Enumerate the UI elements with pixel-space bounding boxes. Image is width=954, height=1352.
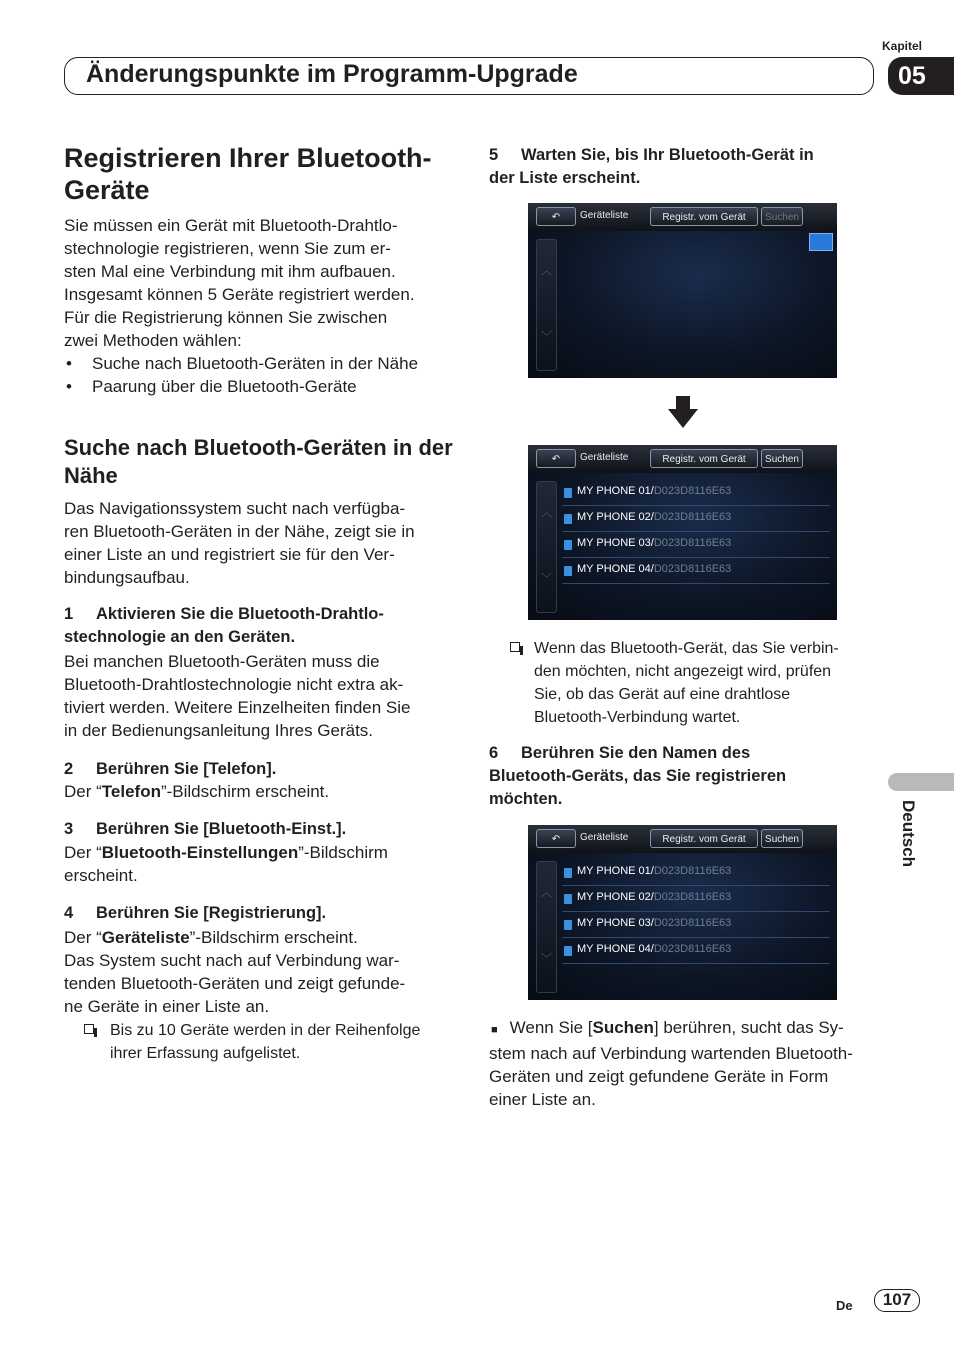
device-row[interactable]: MY PHONE 03/D023D8116E63 xyxy=(562,532,830,558)
subsection-intro: Das Navigationssystem sucht nach verfügba- ren Bluetooth-Geräten in der Nähe, zeigt sie in einer Liste an und registriert sie für den Ver- bindungsaufbau. xyxy=(64,499,415,587)
scrollbar[interactable]: ︿ ﹀ xyxy=(536,861,557,993)
screenshot-select-device xyxy=(528,825,837,1000)
search-button[interactable]: Suchen xyxy=(761,207,803,226)
note-icon xyxy=(84,1024,94,1034)
scrollbar[interactable]: ︿ ﹀ xyxy=(536,481,557,613)
bluetooth-icon xyxy=(564,894,572,904)
step-4-title: 4 Berühren Sie [Registrierung]. xyxy=(64,904,327,922)
bluetooth-icon xyxy=(564,514,572,524)
step-4-note: Bis zu 10 Geräte werden in der Reihenfolge ihrer Erfassung aufgelistet. xyxy=(84,1019,464,1065)
page-header-title: Änderungspunkte im Programm-Upgrade xyxy=(86,60,578,88)
back-button[interactable]: ↶ xyxy=(536,207,576,226)
intro-text: Sie müssen ein Gerät mit Bluetooth-Drahtlo- stechnologie registrieren, wenn Sie zum er- sten Mal eine Verbindung mit ihm aufbauen. Insgesamt können 5 Geräte registriert werden. Für die Registrierung können Sie zwischen zwei Methoden wählen: xyxy=(64,216,415,350)
step-3-body: Der “Bluetooth-Einstellungen”-Bildschirm erscheint. xyxy=(64,843,388,885)
section-heading: Registrieren Ihrer Bluetooth-Geräte xyxy=(64,143,432,205)
device-row[interactable]: MY PHONE 04/D023D8116E63 xyxy=(562,938,830,964)
step-5-title: 5 Warten Sie, bis Ihr Bluetooth-Gerät in der Liste erscheint. xyxy=(489,146,814,187)
bluetooth-icon xyxy=(564,946,572,956)
arrow-down-icon xyxy=(668,396,698,428)
device-row[interactable]: MY PHONE 02/D023D8116E63 xyxy=(562,886,830,912)
device-row[interactable]: MY PHONE 01/D023D8116E63 xyxy=(562,480,830,506)
bluetooth-icon xyxy=(564,868,572,878)
device-row[interactable]: MY PHONE 03/D023D8116E63 xyxy=(562,912,830,938)
bluetooth-icon xyxy=(564,920,572,930)
screen-title: Geräteliste xyxy=(580,832,629,843)
device-row[interactable]: MY PHONE 01/D023D8116E63 xyxy=(562,860,830,886)
list-item: • Suche nach Bluetooth-Geräten in der Nähe xyxy=(66,354,419,373)
back-button[interactable]: ↶ xyxy=(536,829,576,848)
chapter-number-tab: 05 xyxy=(888,57,954,95)
note-icon xyxy=(510,642,520,652)
bluetooth-icon xyxy=(564,488,572,498)
device-row[interactable]: MY PHONE 04/D023D8116E63 xyxy=(562,558,830,584)
bluetooth-icon xyxy=(564,566,572,576)
step-5-note: Wenn das Bluetooth-Gerät, das Sie verbin- den möchten, nicht angezeigt wird, prüfen Sie, ob das Gerät auf eine drahtlose Bluetooth-Verbindung wartet. xyxy=(510,637,890,729)
subsection-heading: Suche nach Bluetooth-Geräten in der Nähe xyxy=(64,435,453,488)
footer-language: De xyxy=(836,1298,853,1313)
register-from-device-button[interactable]: Registr. vom Gerät xyxy=(650,829,758,848)
screen-title: Geräteliste xyxy=(580,452,629,463)
search-button[interactable]: Suchen xyxy=(761,829,803,848)
screenshot-searching xyxy=(528,203,837,378)
step-1-body: Bei manchen Bluetooth-Geräten muss die Bluetooth-Drahtlostechnologie nicht extra ak- tiviert werden. Weitere Einzelheiten finden Sie in der Bedienungsanleitung Ihres Geräts. xyxy=(64,652,411,740)
list-item: • Paarung über die Bluetooth-Geräte xyxy=(66,377,357,396)
searching-indicator-icon xyxy=(809,233,833,251)
step-1-title: 1 Aktivieren Sie die Bluetooth-Drahtlo- stechnologie an den Geräten. xyxy=(64,605,384,646)
step-4-body: Der “Geräteliste”-Bildschirm erscheint. Das System sucht nach auf Verbindung war- tenden Bluetooth-Geräten und zeigt gefunde- ne Geräte in einer Liste an. xyxy=(64,928,406,1016)
method-list xyxy=(64,352,418,398)
step-2-title: 2 Berühren Sie [Telefon]. xyxy=(64,760,277,778)
screen-title: Geräteliste xyxy=(580,210,629,221)
screenshot-device-list xyxy=(528,445,837,620)
chapter-label: Kapitel xyxy=(882,39,923,53)
step-2-body: Der “Telefon”-Bildschirm erscheint. xyxy=(64,782,330,801)
scrollbar[interactable]: ︿ ﹀ xyxy=(536,239,557,371)
page-number: 107 xyxy=(874,1289,920,1312)
step-3-title: 3 Berühren Sie [Bluetooth-Einst.]. xyxy=(64,820,347,838)
search-button[interactable]: Suchen xyxy=(761,449,803,468)
search-info: ■ Wenn Sie [Suchen] berühren, sucht das Sy- stem nach auf Verbindung wartenden Bluetooth- Geräten und zeigt gefundene Geräte in Form einer Liste an. xyxy=(489,1018,853,1109)
back-button[interactable]: ↶ xyxy=(536,449,576,468)
step-6-title: 6 Berühren Sie den Namen des Bluetooth-Geräts, das Sie registrieren möchten. xyxy=(489,744,787,808)
device-row[interactable]: MY PHONE 02/D023D8116E63 xyxy=(562,506,830,532)
language-tab xyxy=(888,773,954,791)
bluetooth-icon xyxy=(564,540,572,550)
register-from-device-button[interactable]: Registr. vom Gerät xyxy=(650,207,758,226)
square-bullet-icon: ■ xyxy=(491,1024,498,1036)
register-from-device-button[interactable]: Registr. vom Gerät xyxy=(650,449,758,468)
language-label: Deutsch xyxy=(899,800,918,868)
